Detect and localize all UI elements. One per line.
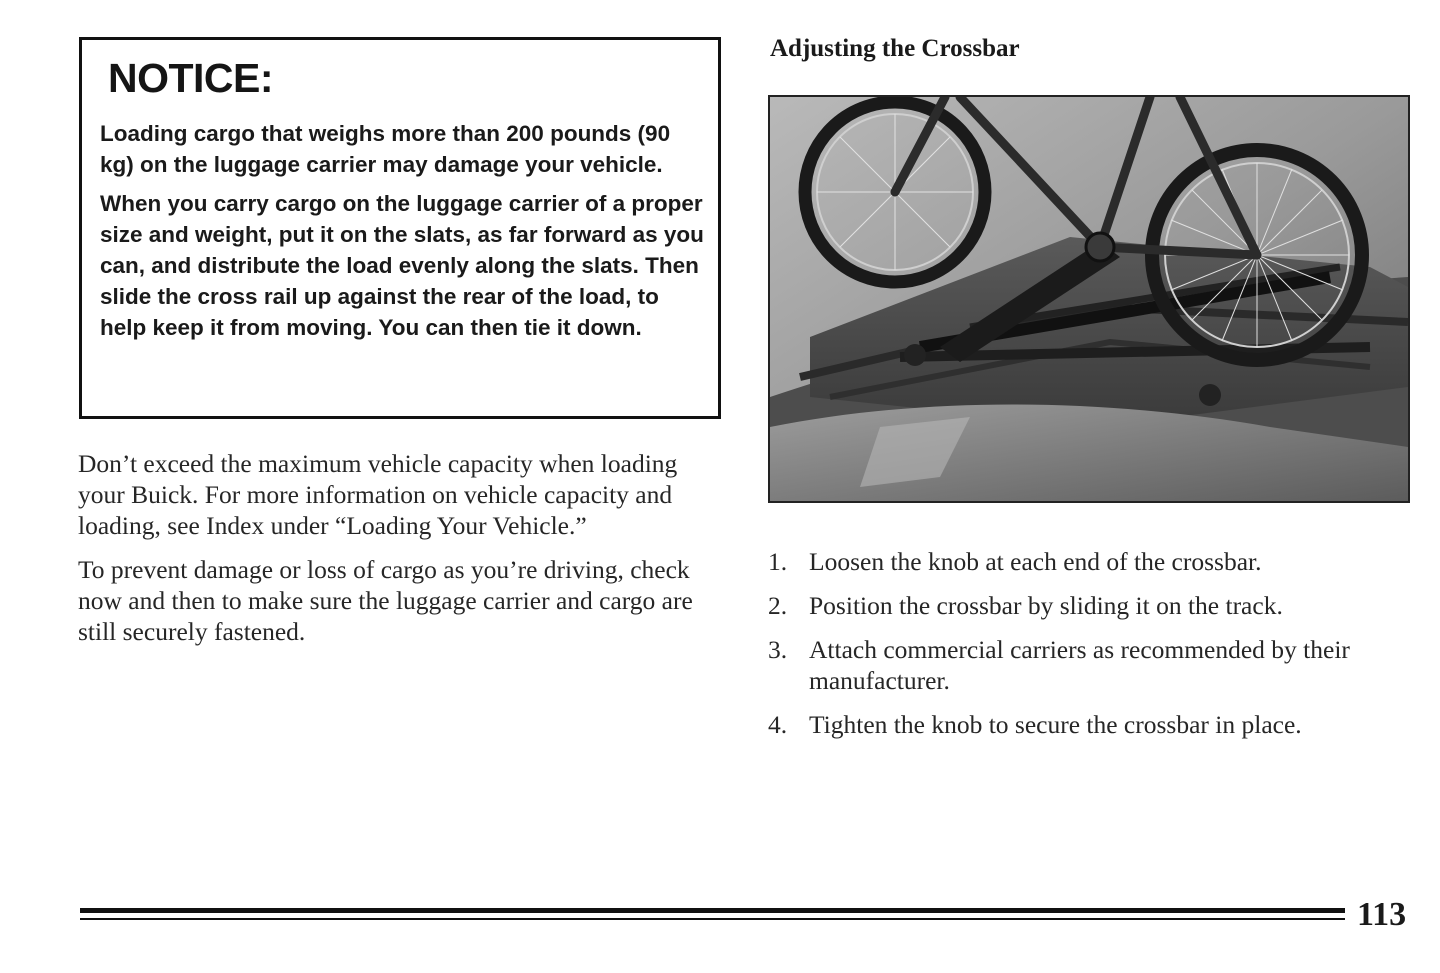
- notice-title: NOTICE:: [108, 55, 274, 101]
- notice-body: [100, 118, 708, 351]
- notice-paragraph-weight-limit: Loading cargo that weighs more than 200 pounds (90 kg) on the luggage carrier may damage your vehicle.: [100, 121, 671, 177]
- list-item: [768, 546, 1408, 577]
- step-number: 2.: [768, 591, 788, 620]
- bicycle-roof-rack-photo: [768, 95, 1410, 503]
- list-item: [768, 634, 1408, 696]
- notice-paragraph-loading-instructions: When you carry cargo on the luggage carrier of a proper size and weight, put it on the slats, as far forward as you can, and distribute the load evenly along the slats. Then slide the cross rail up against the rear of the load, to help keep it from moving. You can then tie it down.: [100, 191, 704, 340]
- list-item: [768, 709, 1408, 740]
- capacity-paragraph: Don’t exceed the maximum vehicle capacity when loading your Buick. For more information on vehicle capacity and loading, see Index under “Loading Your Vehicle.”: [78, 449, 678, 540]
- step-number: 1.: [768, 547, 788, 576]
- notice-box: [79, 37, 721, 419]
- cargo-check-paragraph: To prevent damage or loss of cargo as you’re driving, check now and then to make sure the luggage carrier and cargo are still securely fastened.: [78, 555, 693, 646]
- step-number: 4.: [768, 710, 788, 739]
- step-text: Attach commercial carriers as recommended by their manufacturer.: [809, 635, 1350, 695]
- bicycle-roof-rack-illustration: [770, 97, 1408, 501]
- left-body-text: [78, 448, 693, 660]
- page-number: 113: [1357, 896, 1407, 933]
- step-text: Position the crossbar by sliding it on the track.: [809, 591, 1283, 620]
- step-text: Tighten the knob to secure the crossbar in place.: [809, 710, 1302, 739]
- crossbar-steps-list: [768, 546, 1408, 753]
- section-heading: Adjusting the Crossbar: [770, 35, 1020, 62]
- list-item: [768, 590, 1408, 621]
- step-number: 3.: [768, 635, 788, 664]
- footer-rule-thin: [80, 918, 1345, 920]
- step-text: Loosen the knob at each end of the crossbar.: [809, 547, 1262, 576]
- footer-rule-thick: [80, 908, 1345, 913]
- footer-divider: [80, 908, 1345, 922]
